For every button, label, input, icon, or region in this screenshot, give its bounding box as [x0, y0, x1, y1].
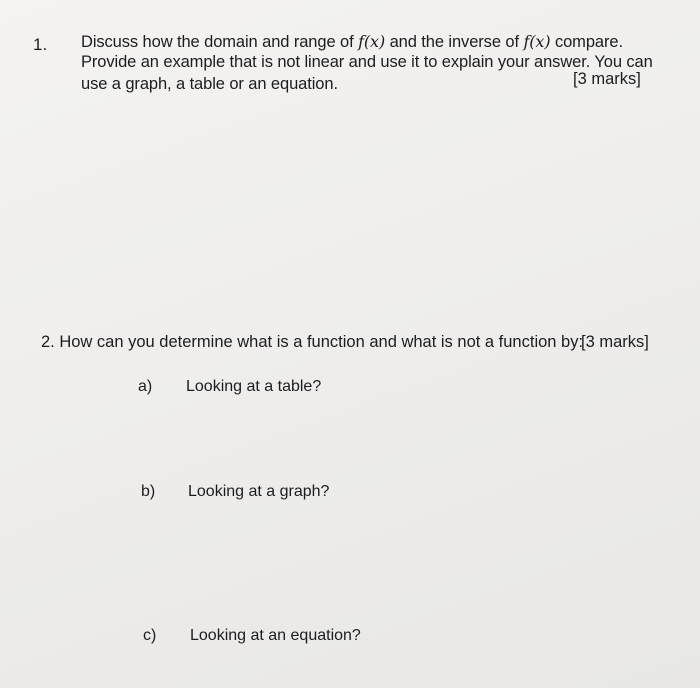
fx-expression-1: f(x): [358, 32, 386, 51]
question-1-line-1-part-c: compare.: [550, 33, 623, 51]
question-1-marks: [3 marks]: [573, 70, 641, 88]
part-a-label: a): [138, 378, 153, 395]
part-b-text: Looking at a graph?: [188, 483, 330, 500]
question-1-number: 1.: [33, 35, 48, 54]
question-1-line-2: Provide an example that is not linear and use it to explain your answer. You can: [81, 53, 653, 71]
fx-expression-2: f(x): [523, 32, 551, 51]
part-c-text: Looking at an equation?: [190, 627, 361, 644]
part-b-label: b): [141, 483, 156, 500]
question-1-line-1: [81, 32, 623, 52]
part-a-text: Looking at a table?: [186, 378, 322, 395]
question-1-line-1-part-a: Discuss how the domain and range of: [81, 33, 359, 51]
part-c-label: c): [143, 627, 157, 644]
question-1-line-1-part-b: and the inverse of: [385, 33, 524, 51]
question-2-marks: [3 marks]: [581, 333, 649, 351]
question-2-text: 2. How can you determine what is a function and what is not a function by:: [41, 333, 584, 351]
question-1-line-3: use a graph, a table or an equation.: [81, 75, 338, 93]
